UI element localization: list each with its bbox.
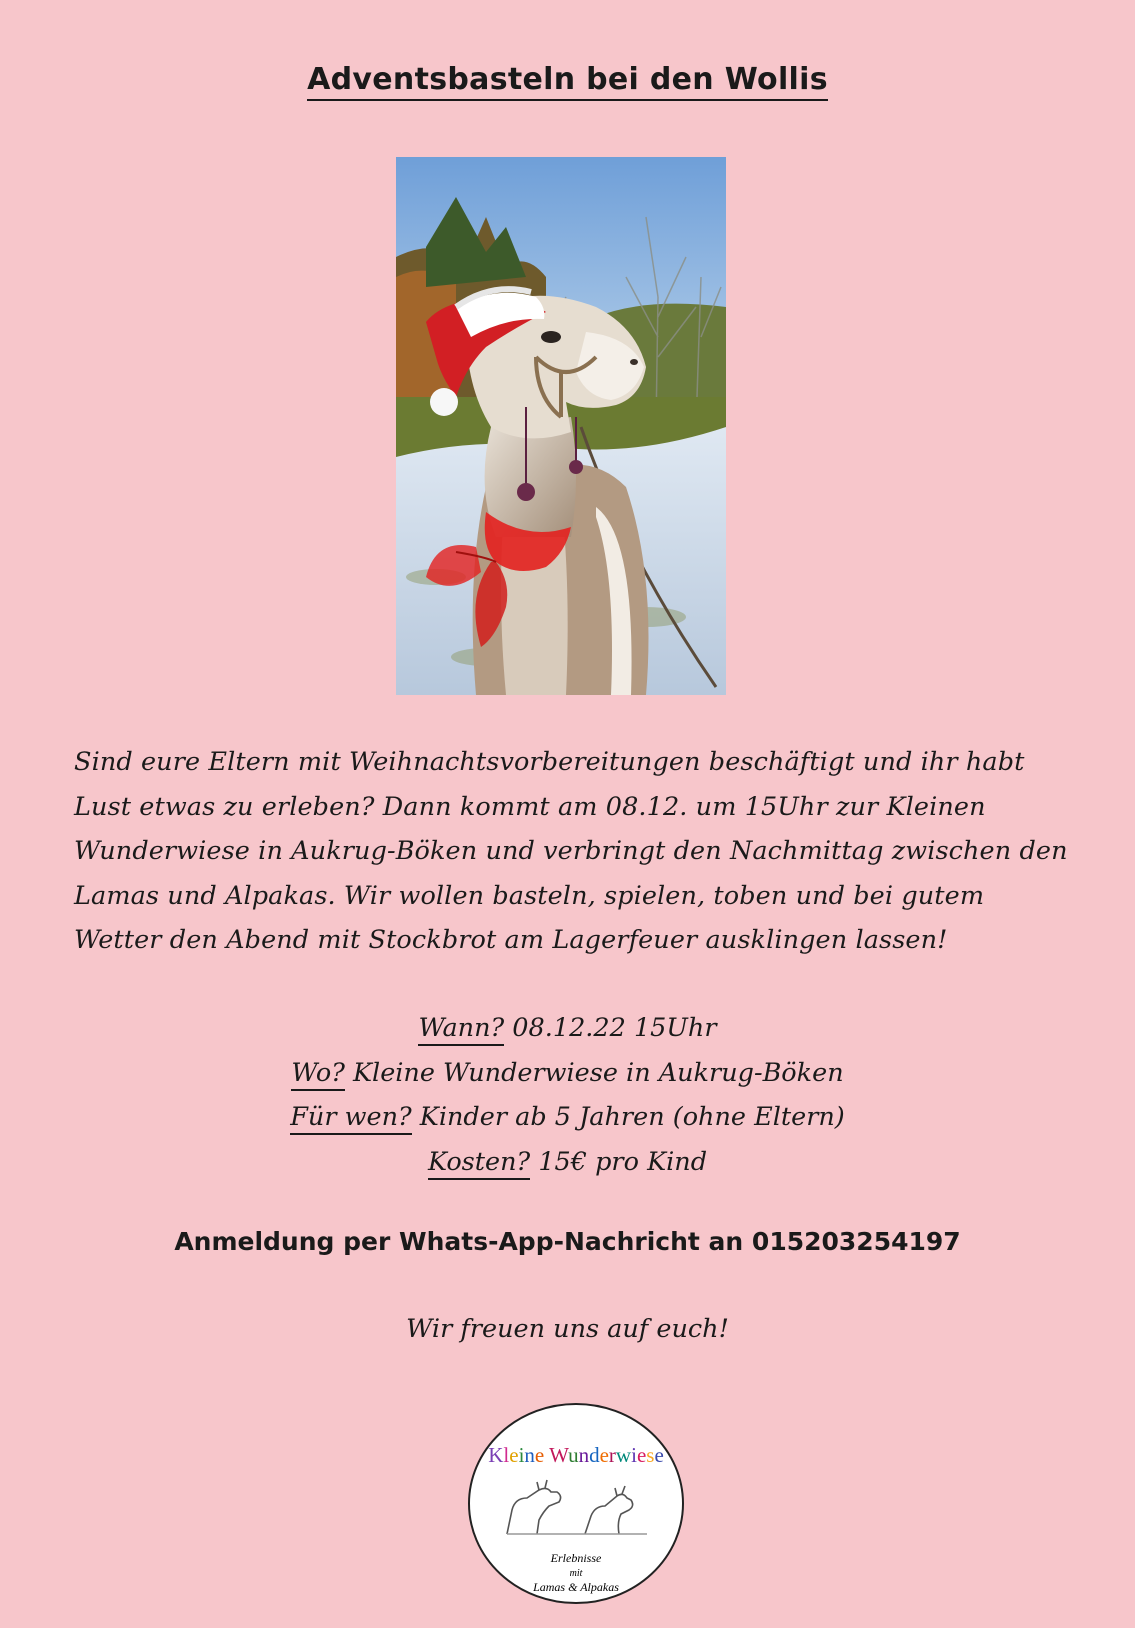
logo-line-3: Lamas & Alpakas — [533, 1580, 619, 1594]
detail-value-cost: 15€ pro Kind — [538, 1146, 708, 1177]
detail-label-when: Wann? — [418, 1013, 504, 1046]
intro-paragraph: Sind eure Eltern mit Weihnachtsvorbereitungen beschäftigt und ihr habt Lust etwas zu erleben? Dann kommt am 08.12. um 15Uhr zur Kleinen Wunderwiese in Aukrug-Böken und verbringt den Nachmittag zwischen den Lamas und Alpakas. Wir wollen basteln, spielen, toben und bei gutem Wetter den Abend mit Stockbrot am Lagerfeuer ausklingen lassen! — [74, 747, 1068, 955]
logo-badge-icon — [467, 1402, 685, 1605]
title-text: Adventsbasteln bei den Wollis — [307, 62, 828, 101]
signup-line: Anmeldung per Whats-App-Nachricht an 015203254197 — [174, 1227, 961, 1256]
detail-label-for-whom: Für wen? — [290, 1102, 411, 1135]
alpaca-photo — [396, 157, 726, 695]
logo-line-2: mit — [569, 1568, 583, 1579]
alpaca-with-santa-hat-icon — [396, 157, 726, 695]
page-title — [0, 62, 1135, 97]
detail-when — [0, 1006, 1135, 1051]
detail-value-when: 08.12.22 15Uhr — [512, 1013, 717, 1043]
detail-value-for-whom: Kinder ab 5 Jahren (ohne Eltern) — [419, 1102, 845, 1132]
detail-for-whom — [0, 1095, 1135, 1140]
event-details — [0, 1006, 1135, 1184]
kleine-wunderwiese-logo — [467, 1402, 685, 1605]
detail-cost — [0, 1140, 1135, 1185]
detail-label-where: Wo? — [291, 1058, 345, 1091]
detail-value-where: Kleine Wunderwiese in Aukrug-Böken — [352, 1057, 844, 1088]
logo-name: Kleine Wunderwiese — [488, 1443, 664, 1467]
logo-line-1: Erlebnisse — [550, 1551, 602, 1565]
detail-where — [0, 1051, 1135, 1096]
detail-label-cost: Kosten? — [428, 1147, 530, 1180]
closing-line: Wir freuen uns auf euch! — [406, 1314, 729, 1344]
